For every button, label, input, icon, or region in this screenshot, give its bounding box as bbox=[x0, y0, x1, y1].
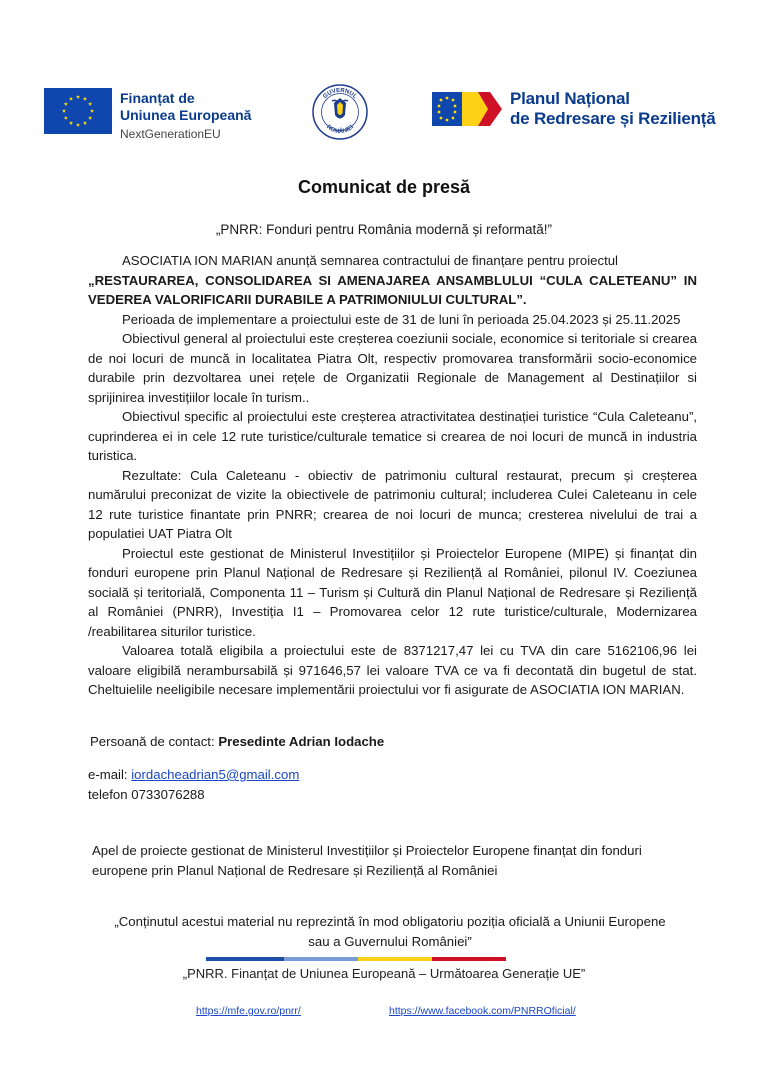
pnrr-logo bbox=[432, 88, 732, 132]
contact-label: Persoană de contact: bbox=[90, 734, 215, 749]
eu-logo-line3: NextGenerationEU bbox=[120, 127, 221, 141]
press-release-body bbox=[88, 251, 697, 700]
mfe-link[interactable]: https://mfe.gov.ro/pnrr/ bbox=[196, 1005, 301, 1017]
contact-name: Presedinte Adrian Iodache bbox=[218, 734, 385, 749]
paragraph-management: Proiectul este gestionat de Ministerul Investițiilor și Proiectelor Europene (MIPE) și finanțat din fonduri europene prin Planul Național de Redresare și Reziliență al României, pilonul IV. Coeziunea socială și teritorială, Componenta 11 – Turism și Cultură din Planul Național de Redresare și Reziliență al României (PNRR), Investiția I1 – Promovarea celor 12 rute turistice/culturale, Modernizarea /reabilitarea siturilor turistice. bbox=[88, 545, 697, 639]
disclaimer-line2: sau a Guvernului României” bbox=[308, 934, 472, 949]
paragraph-value: Valoarea totală eligibila a proiectului este de 8371217,47 lei cu TVA din care 5162106,96 lei valoare eligibilă nerambursabilă și 971646,57 lei valoare TVA ce va fi decontată din bugetul de stat. Cheltuielile neeligibile necesare implementării proiectului vor fi asigurate de ASOCIATIA ION MARIAN. bbox=[88, 643, 697, 697]
facebook-link[interactable]: https://www.facebook.com/PNRROficial/ bbox=[389, 1005, 576, 1017]
disclaimer-line1: „Conținutul acestui material nu reprezintă în mod obligatoriu poziția oficială a Uniunii Europene bbox=[114, 914, 666, 929]
email-link[interactable]: iordacheadrian5@gmail.com bbox=[131, 767, 300, 782]
seal-top-text: GUVERNUL bbox=[322, 87, 358, 101]
funding-call-note bbox=[88, 841, 708, 881]
apel-line1: Apel de proiecte gestionat de Ministerul Investițiilor și Proiectelor Europene finanțat din fonduri bbox=[92, 843, 642, 858]
eu-logo-line2: Uniunea Europeană bbox=[120, 107, 252, 123]
footer-divider bbox=[206, 957, 506, 961]
romanian-government-seal-icon bbox=[312, 84, 368, 140]
footer-link-facebook-wrapper bbox=[389, 1005, 576, 1017]
email-label: e-mail: bbox=[88, 767, 128, 782]
apel-line2: europene prin Planul Național de Redresare și Reziliență al României bbox=[92, 863, 498, 878]
page-title: Comunicat de presă bbox=[297, 177, 471, 197]
paragraph-results: Rezultate: Cula Caleteanu - obiectiv de patrimoniu cultural restaurat, precum și creșterea numărului preconizat de vizite la obiectivele de patrimoniu cultural; includerea Culei Caleteanu in cele 12 rute turistice finantate prin PNRR; crearea de noi locuri de munca; cresterea nivelului de trai a populatiei UAT Piatra Olt bbox=[88, 467, 697, 541]
seal-bottom-text: ROMÂNIEI bbox=[325, 124, 355, 136]
phone-text: telefon 0733076288 bbox=[88, 787, 205, 802]
pnrr-logo-line1: Planul Național bbox=[510, 89, 630, 108]
pnrr-logo-line2: de Redresare și Reziliență bbox=[510, 109, 716, 128]
paragraph-specific-objective: Obiectivul specific al proiectului este creșterea atractivitatea destinației turistice “Cula Caleteanu”, cuprinderea ei in cele 12 rute turistice/culturale tematice si crearea de noi locuri de muncă in industria turistica. bbox=[88, 409, 697, 463]
paragraph-general-objective: Obiectivul general al proiectului este creșterea coeziunii sociale, economice si teritoriale si crearea de noi locuri de muncă in localitatea Piatra Olt, respectiv promovarea transformării socio-economice durabile prin dezvoltarea unei rețele de Organizatii Regionale de Management al Destinațiilor si sprijinirea investițiilor locale în turism.. bbox=[88, 331, 697, 405]
footer-tagline: „PNRR. Finanțat de Uniunea Europeană – Următoarea Generație UE” bbox=[182, 966, 586, 981]
contact-details bbox=[88, 765, 299, 805]
contact-person bbox=[90, 734, 384, 749]
footer-link-mfe-wrapper bbox=[196, 1005, 301, 1017]
pnrr-flag-icon bbox=[432, 88, 504, 130]
divider-segment bbox=[358, 957, 432, 961]
paragraph-announcement: ASOCIATIA ION MARIAN anunță semnarea contractului de finanțare pentru proiectul bbox=[122, 253, 618, 268]
divider-segment bbox=[432, 957, 506, 961]
project-title: „RESTAURAREA, CONSOLIDAREA SI AMENAJAREA ANSAMBLULUI “CULA CALETEANU” IN VEDEREA VALORIFICARII DURABILE A PATRIMONIULUI CULTURAL”. bbox=[88, 272, 697, 307]
eu-flag-icon bbox=[44, 88, 112, 134]
eu-logo-line1: Finanțat de bbox=[120, 90, 195, 106]
divider-segment bbox=[284, 957, 358, 961]
eu-funding-logo bbox=[44, 88, 259, 141]
paragraph-period: Perioada de implementare a proiectului este de 31 de luni în perioada 25.04.2023 și 25.11.2025 bbox=[122, 311, 681, 327]
page-subtitle: „PNRR: Fonduri pentru România modernă și reformată!” bbox=[215, 222, 553, 237]
divider-segment bbox=[206, 957, 284, 961]
disclaimer bbox=[80, 912, 700, 952]
